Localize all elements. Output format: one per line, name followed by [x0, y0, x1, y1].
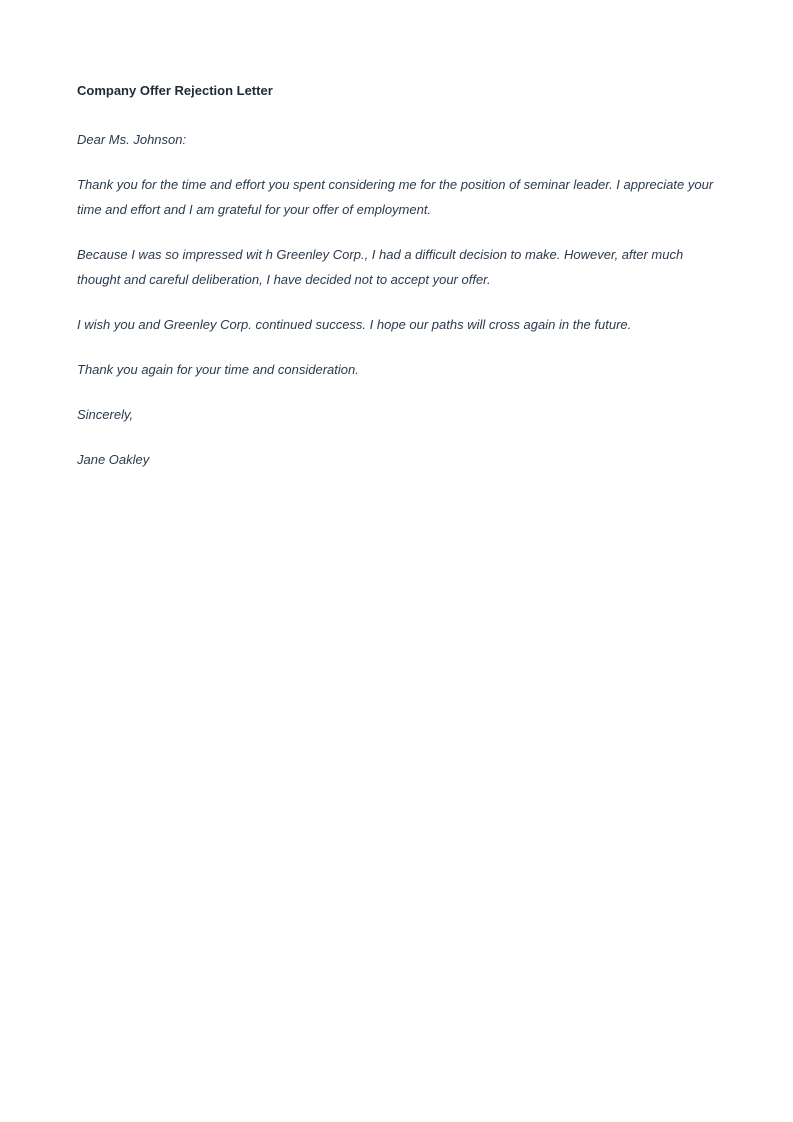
letter-salutation: Dear Ms. Johnson:	[77, 132, 187, 147]
letter-paragraph-1: Thank you for the time and effort you spent considering me for the position of seminar leader. I appreciate your time and effort and I am grateful for your offer of employment.	[77, 177, 714, 217]
letter-closing: Sincerely,	[77, 407, 134, 422]
letter-title: Company Offer Rejection Letter	[77, 83, 273, 98]
letter-body	[77, 82, 717, 492]
letter-paragraph-4: Thank you again for your time and consideration.	[77, 362, 359, 377]
letter-signature: Jane Oakley	[77, 452, 150, 467]
letter-paragraph-3: I wish you and Greenley Corp. continued success. I hope our paths will cross again in the future.	[77, 317, 632, 332]
letter-paragraph-2: Because I was so impressed wit h Greenley Corp., I had a difficult decision to make. However, after much thought and careful deliberation, I have decided not to accept your offer.	[77, 247, 684, 287]
